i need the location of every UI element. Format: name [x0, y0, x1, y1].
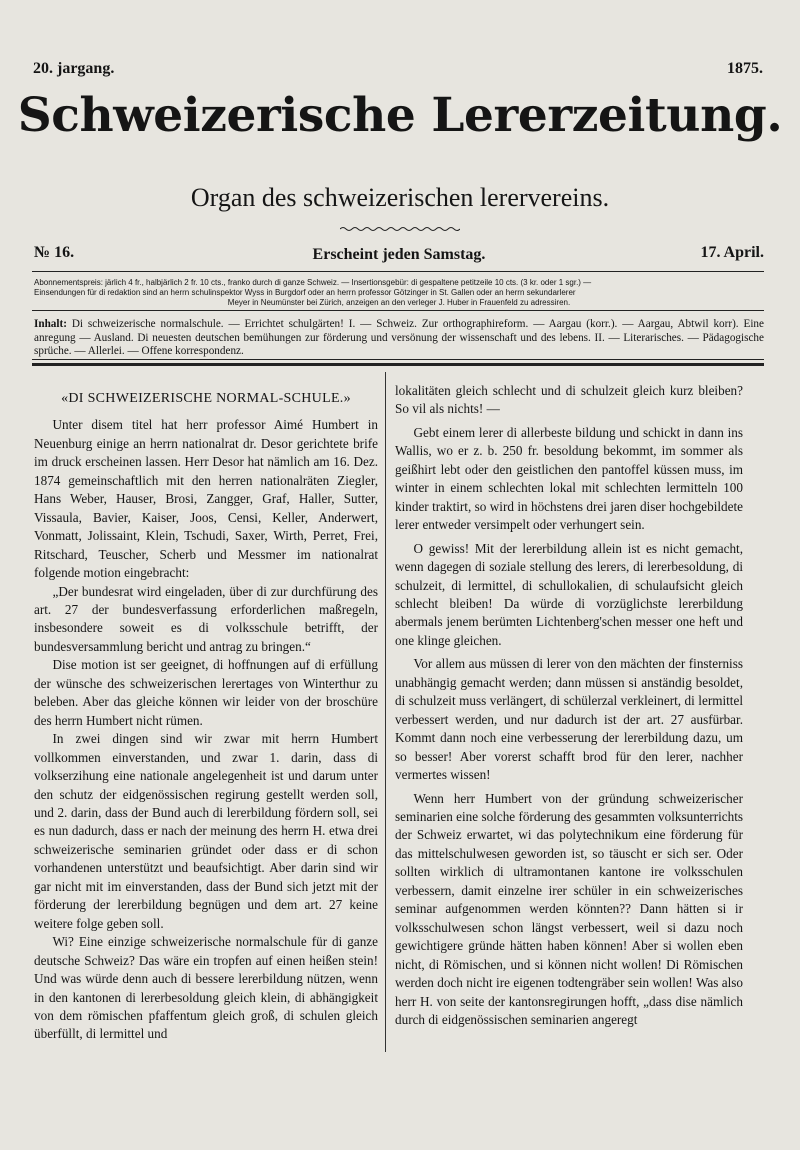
article-column-left [34, 382, 378, 1044]
volume-label: 20. jargang. [33, 60, 115, 77]
paragraph: Wenn herr Humbert von der gründung schweizerischer seminarien eine solche förderung des gesammten volksunterrichts der Schweiz erwartet, wi das polytechnikum eine förderung für das mittelschulwesen geworden ist, so täuscht er sich ser. Oder sollten wirklich di ultramontanen kantone ire volksschulen verbessern, damit einzelne irer schüler in ein schweizerisches seminar aufgenommen werden könnten?? Dann hätten si ir volksschulwesen schon längst verbessert, weil si dazu noch gewichtigere gründe hätten haben können! Aber si wollen eben nicht, di Römischen, und si können nicht wollen! Di Römischen werden doch nicht ire eigenen todtengräber sein wollen! Was also herr H. von seite der kantonsregirungen hofft, „dass dise nämlich durch di eidgenössischen seminarien angeregt [395, 790, 743, 1027]
top-line [33, 60, 763, 82]
paragraph: O gewiss! Mit der lererbildung allein ist es nicht gemacht, wenn dagegen di soziale stellung des lerers, di lererbesoldung, di schulzeit, di lermittel, di schullokalien, di schulaufsicht gleich schlecht bleiben! Da würde di vorzüglichste lererbildung abermals jenem berümten Lichtenberg'schen messer one heft und one klinge gleichen. [395, 540, 743, 648]
frequency-label: Erscheint jeden Samstag. [312, 246, 486, 263]
masthead-title: Schweizerische Lererzeitung. [17, 88, 783, 143]
paragraph: Vor allem aus müssen di lerer von den mächten der finsterniss unabhängig gemacht werden; dann müssen si anständig besoldet, di schulzeit muss verlängert, di schülerzal verkleinert, di lermittel verbessert werden, und nur dadurch ist der art. 27 ausfürbar. Kommt dann noch eine verbesserung der lererbildung dazu, um so besser! Aber vorerst schafft brod für den lerer, nachher vermertes wissen! [395, 656, 743, 783]
paragraph: Gebt einem lerer di allerbeste bildung und schickt in dann ins Wallis, wo er z. b. 250 fr. besoldung bekommt, im sommer als geißhirt lebt oder den geistlichen den pantoffel küssen muss, im winter in einem schlechten lokal mit schlechten lermitteln 100 kinder traktirt, so wird in höchstens drei jaren diser hochgebildete lerer entweder versimpelt oder verhungert sein. [395, 424, 743, 533]
rule-thick [32, 363, 764, 366]
column-divider [385, 372, 386, 1052]
article-heading: «DI SCHWEIZERISCHE NORMAL-SCHULE.» [61, 391, 351, 406]
subscription-info [34, 278, 764, 308]
table-of-contents [34, 318, 764, 359]
rule-top [32, 271, 764, 272]
paragraph: Unter disem titel hat herr professor Aimé Humbert in Neuenburg einige an herrn nationalrat dr. Desor gerichtete brife im druck erscheinen lassen. Herr Desor hat nämlich am 16. Dez. 1874 gemeinschaftlich mit den herren nationalräten Ziegler, Hans Weber, Hauser, Brosi, Zangger, Graf, Haller, Sutter, Vissaula, Bavier, Kaiser, Joos, Censi, Keller, Anderwert, Vonmatt, Jolissaint, Klein, Tschudi, Saxer, Wirth, Perret, Frei, Ritschard, Teuscher, Scherb und Messmer im nationalrat folgende motion eingebracht: [34, 417, 378, 581]
issue-number: № 16. [34, 244, 75, 261]
masthead-subtitle: Organ des schweizerischen lerervereins. [190, 183, 610, 212]
paragraph: „Der bundesrat wird eingeladen, über di zur durchfürung des art. 27 der bundesverfassung erforderlichen maßregeln, insbesondere soweit es di volksschule betrifft, der bundesversammlung bericht und antrag zu bringen.“ [34, 583, 378, 654]
year-label: 1875. [727, 60, 763, 77]
paragraph: Dise motion ist ser geeignet, di hoffnungen auf di erfüllung der wünsche des schweizerischen lerertages von Winterthur zu beleben. Aber das gleiche können wir leider von der broschüre des herrn Humbert nicht rümen. [34, 657, 378, 728]
contents-text: Di schweizerische normalschule. — Errichtet schulgärten! I. — Schweiz. Zur orthographireform. — Aargau (korr.). — Aargau, Abtwil korr). Eine anregung — Ausland. Di neuesten deutschen bemühungen zur förderung und versönung der wissenschaft und des lebens. II. — Literarisches. — Pädagogische sprüche. — Allerlei. — Offene korrespondenz. [34, 318, 764, 357]
wavy-ornament [340, 226, 460, 232]
paragraph: In zwei dingen sind wir zwar mit herrn Humbert vollkommen einverstanden, und zwar 1. darin, dass di volkserzihung eine nationale angelegenheit ist und darum unter den schutz der eidgenössischen regirung gestellt werden soll, und 2. darin, dass der Bund auch di lererbildung fördern soll, sei es nun dadurch, dass er nach der meinung des herrn H. etwa drei schweizerische seminarien gründet oder dass er di schon vorhandenen unterstützt und beaufsichtigt. Aber darin sind wir gar nicht mit im einverstanden, dass der Bund sich jetzt mit der förderung der lererbildung begnügen und dem art. 27 keine weitere folge geben soll. [34, 731, 378, 931]
subscription-line: Einsendungen für di redaktion sind an herrn schulinspektor Wyss in Burgdorf oder an herrn professor Götzinger in St. Gallen oder an herrn sekundarlerer [34, 288, 576, 297]
issue-date: 17. April. [700, 244, 764, 261]
paragraph: Wi? Eine einzige schweizerische normalschule für di ganze deutsche Schweiz? Das wäre ein tropfen auf einen heißen stein! Und was würde denn auch di bessere lererbildung nützen, wenn in den kantonen di lererbesoldung gleich klein, di abhängigkeit von dem römischen pfaffentum gleich groß, di schulen gleich überfüllt, di lermittel und [34, 934, 378, 1042]
paragraph: lokalitäten gleich schlecht und di schulzeit gleich kurz bleiben? So vil als nichts! — [395, 383, 743, 417]
subscription-line: Abonnementspreis: järlich 4 fr., halbjärlich 2 fr. 10 cts., franko durch di ganze Schweiz. — Insertionsgebür: di gespaltene petitzeile 10 cts. (3 kr. oder 1 sgr.) — [34, 278, 592, 287]
subscription-line: Meyer in Neumünster bei Zürich, anzeigen an den verleger J. Huber in Frauenfeld zu adressiren. [227, 298, 571, 307]
article-column-right [395, 382, 743, 1029]
rule-lower [32, 359, 764, 360]
rule-mid [32, 310, 764, 311]
contents-label: Inhalt: [34, 318, 67, 330]
issue-line [34, 242, 764, 266]
